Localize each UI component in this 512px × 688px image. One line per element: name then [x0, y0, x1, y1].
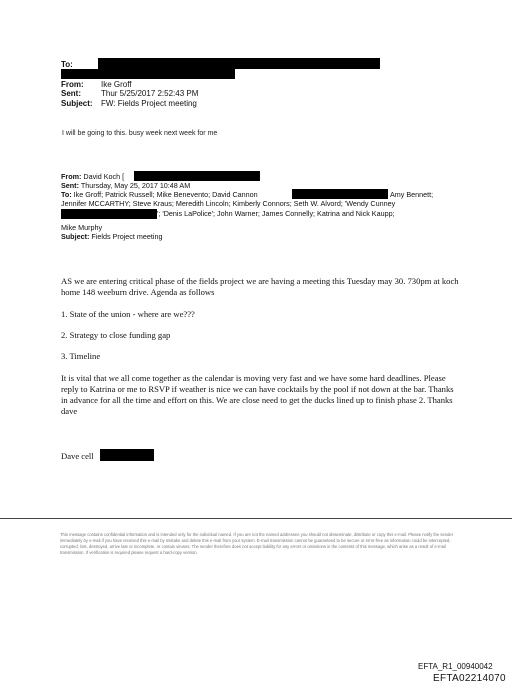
fwd-from-value: David Koch [ — [83, 172, 125, 181]
bates-number-1: EFTA_R1_00940042 — [418, 662, 493, 671]
subject-value: FW: Fields Project meeting — [101, 99, 197, 108]
fwd-sent-label: Sent: — [61, 181, 79, 190]
sent-label: Sent: — [61, 89, 81, 98]
bates-number-2: EFTA02214070 — [433, 673, 506, 684]
subject-row — [61, 99, 197, 108]
fwd-to-line-4: Mike Murphy — [61, 223, 103, 232]
fwd-sent-value: Thursday, May 25, 2017 10:48 AM — [80, 181, 191, 190]
from-value: Ike Groff — [101, 80, 132, 89]
body-paragraph-2: It is vital that we all come together as the calendar is moving very fast and we have some hard deadlines. Please reply to Katrina or me to RSVP if weather is nice we can have cocktails by the pool if not down at the bar. Thanks in advance for all the time and effort on this. We are close need to get the ducks lined up to finish phase 2. Thanks dave — [61, 373, 454, 416]
redaction-from-email — [134, 171, 260, 181]
agenda-item-3: 3. Timeline — [61, 351, 101, 361]
subject-label: Subject: — [61, 99, 93, 108]
from-row — [61, 80, 132, 89]
footer-divider — [0, 518, 512, 519]
agenda-item-2: 2. Strategy to close funding gap — [61, 330, 171, 340]
sent-value: Thur 5/25/2017 2:52:43 PM — [101, 89, 199, 98]
redaction-to — [98, 58, 380, 69]
fwd-from-row — [61, 172, 124, 181]
reply-note: I will be going to this. busy week next week for me — [62, 130, 218, 137]
to-label: To: — [61, 60, 73, 69]
fwd-to-line-3: '; 'Denis LaPolice'; John Warner; James Connelly; Katrina and Nick Kaupp; — [157, 209, 395, 218]
fwd-to-line-1: Ike Groff; Patrick Russell; Mike Benevento; David Cannon — [73, 190, 258, 199]
body-paragraph-1: AS we are entering critical phase of the fields project we are having a meeting this Tuesday may 30. 730pm at koch home 148 weeburn drive. Agenda as follows — [61, 276, 459, 297]
redaction-to-a — [292, 189, 388, 199]
fwd-subject-label: Subject: — [61, 232, 90, 241]
fwd-sent-row — [61, 181, 190, 190]
fwd-to-line-2: Jennifer MCCARTHY; Steve Kraus; Meredith Lincoln; Kimberly Connors; Seth W. Alvord; 'Wendy Cunney — [61, 199, 396, 208]
to-row — [61, 60, 101, 69]
fwd-to-label: To: — [61, 190, 72, 199]
redaction-to-2 — [61, 69, 235, 79]
fwd-subject-value: Fields Project meeting — [91, 232, 163, 241]
fwd-subject-row — [61, 232, 162, 241]
fwd-from-label: From: — [61, 172, 82, 181]
disclaimer-text: This message contains confidential information and is intended only for the individual named. If you are not the named addressee you should not disseminate, distribute or copy this e-mail. Please notify the sender immediately by e-mail if you have received this e-mail by mistake and delete this e-mail from your system. E-mail transmission cannot be guaranteed to be secure or error-free as information could be intercepted, corrupted, lost, destroyed, arrive late or incomplete, or contain viruses. The sender therefore does not accept liability for any errors or omissions in the contents of this message, which arise as a result of e-mail transmission. If verification is required please request a hard-copy version. — [60, 532, 454, 555]
sent-row — [61, 89, 198, 98]
fwd-to-line-1-tail: Amy Bennett; — [390, 190, 434, 199]
from-label: From: — [61, 80, 84, 89]
agenda-item-1: 1. State of the union - where are we??? — [61, 309, 195, 319]
signature: Dave cell — [61, 451, 94, 461]
redaction-cell — [100, 449, 154, 461]
fwd-to-row-1 — [61, 190, 258, 199]
redaction-to-b — [61, 209, 157, 219]
